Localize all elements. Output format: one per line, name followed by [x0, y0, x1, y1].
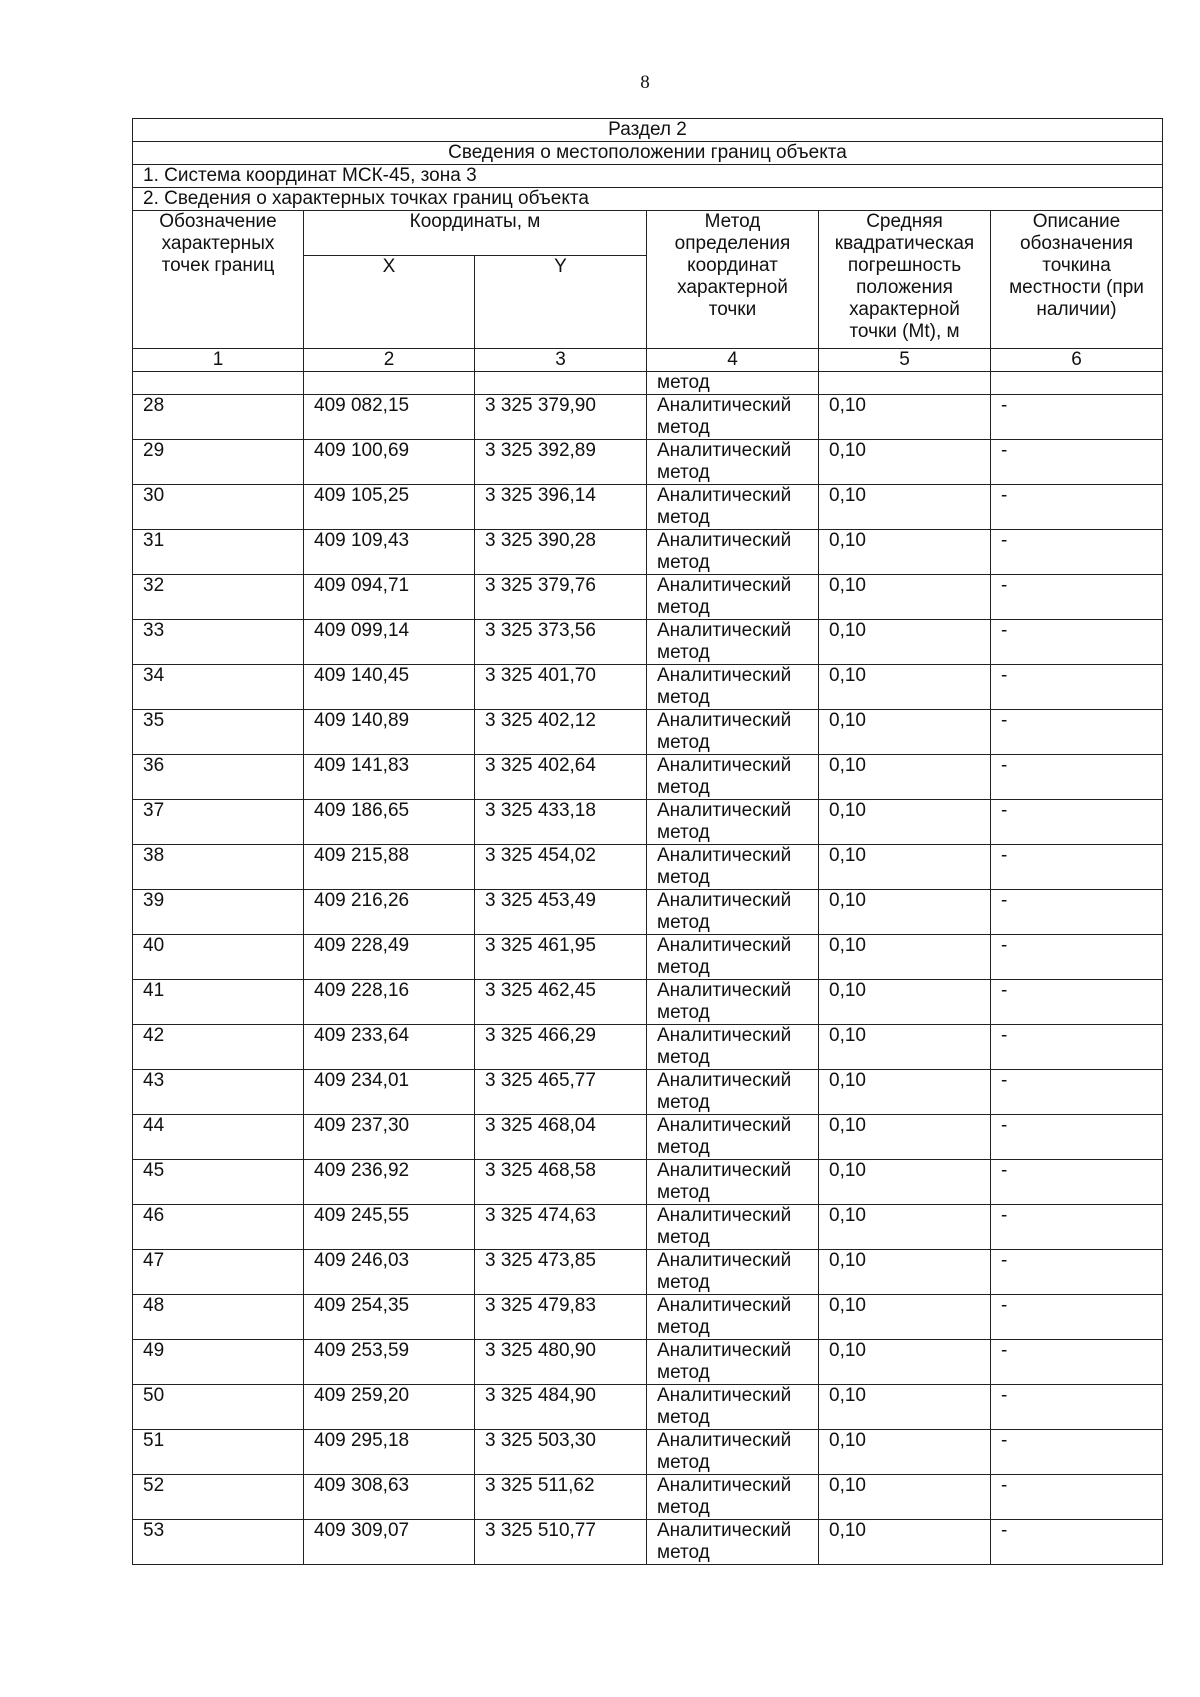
method-line2: метод: [657, 552, 710, 573]
table-row: [133, 1250, 1163, 1295]
table-row: [133, 890, 1163, 935]
method-line2: метод: [657, 687, 710, 708]
point-number: 40: [133, 935, 304, 980]
coord-x: 409 216,26: [304, 890, 475, 935]
mt-error: 0,10: [819, 1205, 991, 1250]
method-line1: Аналитический: [657, 1250, 792, 1271]
continuation-row: [133, 372, 1163, 395]
column-number: 5: [819, 349, 991, 372]
point-number: 37: [133, 800, 304, 845]
method-line1: Аналитический: [657, 755, 792, 776]
coord-y: 3 325 474,63: [475, 1205, 647, 1250]
column-number: 6: [991, 349, 1163, 372]
coord-x: 409 236,92: [304, 1160, 475, 1205]
point-description: -: [991, 1340, 1163, 1385]
point-number: 48: [133, 1295, 304, 1340]
point-number: 28: [133, 395, 304, 440]
method-cell: [647, 1250, 819, 1295]
method-line2: метод: [657, 1002, 710, 1023]
header-x: X: [304, 256, 475, 349]
method-cell: [647, 530, 819, 575]
point-number: 34: [133, 665, 304, 710]
point-description: -: [991, 1520, 1163, 1565]
mt-error: 0,10: [819, 1250, 991, 1295]
method-cell: [647, 1475, 819, 1520]
mt-error: 0,10: [819, 980, 991, 1025]
coord-y: 3 325 392,89: [475, 440, 647, 485]
table-row: [133, 665, 1163, 710]
table-row: [133, 1520, 1163, 1565]
point-number: 39: [133, 890, 304, 935]
table-row: [133, 1160, 1163, 1205]
method-line2: метод: [657, 1317, 710, 1338]
method-line1: Аналитический: [657, 1025, 792, 1046]
method-cell: [647, 1385, 819, 1430]
header-y: Y: [475, 256, 647, 349]
method-cell: [647, 980, 819, 1025]
coord-x: 409 140,89: [304, 710, 475, 755]
coord-x: 409 186,65: [304, 800, 475, 845]
method-line2: метод: [657, 912, 710, 933]
point-number: 51: [133, 1430, 304, 1475]
method-line1: Аналитический: [657, 1115, 792, 1136]
point-number: 30: [133, 485, 304, 530]
coord-y: 3 325 402,12: [475, 710, 647, 755]
coord-y: 3 325 480,90: [475, 1340, 647, 1385]
point-number: 47: [133, 1250, 304, 1295]
method-line1: Аналитический: [657, 620, 792, 641]
method-line2: метод: [657, 867, 710, 888]
method-line1: Аналитический: [657, 395, 792, 416]
method-cell: [647, 1205, 819, 1250]
coord-x: 409 246,03: [304, 1250, 475, 1295]
point-description: -: [991, 890, 1163, 935]
boundary-points-table: [132, 118, 1163, 1565]
method-line2: метод: [657, 1542, 710, 1563]
method-line2: метод: [657, 642, 710, 663]
point-number: 41: [133, 980, 304, 1025]
method-cell: [647, 665, 819, 710]
method-cell: [647, 395, 819, 440]
points-info-line: 2. Сведения о характерных точках границ объекта: [133, 188, 1163, 211]
method-line1: Аналитический: [657, 1295, 792, 1316]
method-line2: метод: [657, 822, 710, 843]
mt-error: 0,10: [819, 1385, 991, 1430]
point-number: 50: [133, 1385, 304, 1430]
coord-y: 3 325 453,49: [475, 890, 647, 935]
method-line1: Аналитический: [657, 575, 792, 596]
method-cell: [647, 485, 819, 530]
table-row: [133, 530, 1163, 575]
coord-x: 409 215,88: [304, 845, 475, 890]
method-cell: [647, 1430, 819, 1475]
coord-x: 409 295,18: [304, 1430, 475, 1475]
table-row: [133, 440, 1163, 485]
point-description: -: [991, 710, 1163, 755]
method-line2: метод: [657, 777, 710, 798]
coordinate-system-line: 1. Система координат МСК-45, зона 3: [133, 165, 1163, 188]
method-cell: [647, 620, 819, 665]
point-description: -: [991, 935, 1163, 980]
method-line1: Аналитический: [657, 845, 792, 866]
coord-y: 3 325 433,18: [475, 800, 647, 845]
mt-error: 0,10: [819, 1520, 991, 1565]
table-row: [133, 1475, 1163, 1520]
point-number: 46: [133, 1205, 304, 1250]
coord-x: 409 100,69: [304, 440, 475, 485]
coord-y: 3 325 373,56: [475, 620, 647, 665]
coord-x: 409 245,55: [304, 1205, 475, 1250]
point-number: 31: [133, 530, 304, 575]
method-cell: [647, 1025, 819, 1070]
table-row: [133, 1430, 1163, 1475]
header-point-designation: Обозначение характерных точек границ: [133, 211, 304, 349]
point-description: -: [991, 665, 1163, 710]
method-cell: [647, 1295, 819, 1340]
coord-y: 3 325 511,62: [475, 1475, 647, 1520]
coord-x: 409 099,14: [304, 620, 475, 665]
coord-y: 3 325 466,29: [475, 1025, 647, 1070]
header-error: Средняя квадратическая погрешность положения характерной точки (Mt), м: [819, 211, 991, 349]
section-title: Раздел 2: [133, 119, 1163, 142]
header-coordinates: Координаты, м: [304, 211, 647, 256]
table-row: [133, 1295, 1163, 1340]
coord-y: 3 325 484,90: [475, 1385, 647, 1430]
point-description: -: [991, 980, 1163, 1025]
column-number: 3: [475, 349, 647, 372]
method-cell: [647, 1115, 819, 1160]
point-description: -: [991, 1430, 1163, 1475]
point-number: 36: [133, 755, 304, 800]
coord-x: 409 309,07: [304, 1520, 475, 1565]
method-cell: [647, 1070, 819, 1115]
mt-error: 0,10: [819, 1475, 991, 1520]
coord-x: 409 254,35: [304, 1295, 475, 1340]
method-line1: Аналитический: [657, 710, 792, 731]
table-row: [133, 755, 1163, 800]
method-line2: метод: [657, 417, 710, 438]
mt-error: 0,10: [819, 665, 991, 710]
point-description: -: [991, 1250, 1163, 1295]
table-row: [133, 935, 1163, 980]
table-row: [133, 1340, 1163, 1385]
coord-y: 3 325 465,77: [475, 1070, 647, 1115]
method-cell: [647, 845, 819, 890]
column-number: 4: [647, 349, 819, 372]
mt-error: 0,10: [819, 800, 991, 845]
coord-x: 409 141,83: [304, 755, 475, 800]
section-subtitle: Сведения о местоположении границ объекта: [133, 142, 1163, 165]
mt-error: 0,10: [819, 395, 991, 440]
method-cell: [647, 575, 819, 620]
mt-error: 0,10: [819, 530, 991, 575]
coord-x: 409 140,45: [304, 665, 475, 710]
method-line1: Аналитический: [657, 440, 792, 461]
coord-y: 3 325 503,30: [475, 1430, 647, 1475]
coord-y: 3 325 510,77: [475, 1520, 647, 1565]
method-cell: [647, 1340, 819, 1385]
point-description: -: [991, 1205, 1163, 1250]
point-description: -: [991, 395, 1163, 440]
mt-error: 0,10: [819, 710, 991, 755]
point-description: -: [991, 845, 1163, 890]
coord-x: 409 228,16: [304, 980, 475, 1025]
point-description: -: [991, 800, 1163, 845]
table-row: [133, 395, 1163, 440]
coord-x: 409 253,59: [304, 1340, 475, 1385]
method-cell: [647, 800, 819, 845]
coord-x: 409 233,64: [304, 1025, 475, 1070]
mt-error: 0,10: [819, 845, 991, 890]
point-number: 42: [133, 1025, 304, 1070]
point-number: 52: [133, 1475, 304, 1520]
point-number: 49: [133, 1340, 304, 1385]
point-number: 29: [133, 440, 304, 485]
coord-y: 3 325 468,58: [475, 1160, 647, 1205]
table-row: [133, 575, 1163, 620]
coord-y: 3 325 401,70: [475, 665, 647, 710]
method-line2: метод: [657, 597, 710, 618]
coord-x: 409 259,20: [304, 1385, 475, 1430]
coord-x: 409 082,15: [304, 395, 475, 440]
point-description: -: [991, 1025, 1163, 1070]
coord-x: 409 237,30: [304, 1115, 475, 1160]
coord-y: 3 325 479,83: [475, 1295, 647, 1340]
table-row: [133, 980, 1163, 1025]
coord-y: 3 325 402,64: [475, 755, 647, 800]
coord-x: 409 228,49: [304, 935, 475, 980]
point-description: -: [991, 755, 1163, 800]
method-line1: Аналитический: [657, 1205, 792, 1226]
coord-x: 409 105,25: [304, 485, 475, 530]
mt-error: 0,10: [819, 1115, 991, 1160]
method-line1: Аналитический: [657, 1160, 792, 1181]
mt-error: 0,10: [819, 440, 991, 485]
table-row: [133, 1205, 1163, 1250]
method-line1: Аналитический: [657, 1340, 792, 1361]
coord-x: 409 094,71: [304, 575, 475, 620]
method-line1: Аналитический: [657, 890, 792, 911]
method-line2: метод: [657, 462, 710, 483]
column-number: 2: [304, 349, 475, 372]
mt-error: 0,10: [819, 1340, 991, 1385]
point-number: 35: [133, 710, 304, 755]
coord-y: 3 325 390,28: [475, 530, 647, 575]
point-description: -: [991, 620, 1163, 665]
method-line2: метод: [657, 1452, 710, 1473]
method-line1: Аналитический: [657, 800, 792, 821]
method-line1: Аналитический: [657, 665, 792, 686]
coord-y: 3 325 461,95: [475, 935, 647, 980]
header-method: Метод определения координат характерной точки: [647, 211, 819, 349]
coord-y: 3 325 379,76: [475, 575, 647, 620]
coord-y: 3 325 473,85: [475, 1250, 647, 1295]
method-line2: метод: [657, 957, 710, 978]
point-description: -: [991, 530, 1163, 575]
method-line1: Аналитический: [657, 1070, 792, 1091]
table-row: [133, 1070, 1163, 1115]
coord-y: 3 325 396,14: [475, 485, 647, 530]
method-cell: [647, 440, 819, 485]
coord-y: 3 325 462,45: [475, 980, 647, 1025]
mt-error: 0,10: [819, 620, 991, 665]
method-line2: метод: [657, 507, 710, 528]
mt-error: 0,10: [819, 1430, 991, 1475]
point-description: -: [991, 1385, 1163, 1430]
table-row: [133, 1025, 1163, 1070]
method-line1: Аналитический: [657, 485, 792, 506]
point-number: 33: [133, 620, 304, 665]
method-line2: метод: [657, 1407, 710, 1428]
coord-y: 3 325 379,90: [475, 395, 647, 440]
point-description: -: [991, 1475, 1163, 1520]
method-cell: [647, 1160, 819, 1205]
coord-y: 3 325 468,04: [475, 1115, 647, 1160]
method-line2: метод: [657, 1227, 710, 1248]
method-line1: Аналитический: [657, 1385, 792, 1406]
coord-y: 3 325 454,02: [475, 845, 647, 890]
mt-error: 0,10: [819, 485, 991, 530]
method-line2: метод: [657, 1182, 710, 1203]
point-description: -: [991, 1115, 1163, 1160]
mt-error: 0,10: [819, 1160, 991, 1205]
method-line2: метод: [657, 1137, 710, 1158]
method-line2: метод: [657, 1497, 710, 1518]
method-line2: метод: [657, 1047, 710, 1068]
mt-error: 0,10: [819, 575, 991, 620]
point-description: -: [991, 440, 1163, 485]
table-row: [133, 710, 1163, 755]
table-row: [133, 1385, 1163, 1430]
method-line1: Аналитический: [657, 1475, 792, 1496]
point-number: 38: [133, 845, 304, 890]
method-cell: [647, 1520, 819, 1565]
point-description: -: [991, 1070, 1163, 1115]
coord-x: 409 308,63: [304, 1475, 475, 1520]
header-description: Описание обозначения точкина местности (при наличии): [991, 211, 1163, 349]
mt-error: 0,10: [819, 755, 991, 800]
continuation-method: метод: [647, 372, 819, 395]
table-row: [133, 1115, 1163, 1160]
point-description: -: [991, 485, 1163, 530]
method-line1: Аналитический: [657, 935, 792, 956]
point-number: 45: [133, 1160, 304, 1205]
point-description: -: [991, 575, 1163, 620]
coord-x: 409 109,43: [304, 530, 475, 575]
point-number: 44: [133, 1115, 304, 1160]
method-line1: Аналитический: [657, 1520, 792, 1541]
point-description: -: [991, 1160, 1163, 1205]
mt-error: 0,10: [819, 1025, 991, 1070]
method-line2: метод: [657, 1362, 710, 1383]
coord-x: 409 234,01: [304, 1070, 475, 1115]
point-number: 43: [133, 1070, 304, 1115]
column-number: 1: [133, 349, 304, 372]
table-row: [133, 620, 1163, 665]
method-cell: [647, 935, 819, 980]
point-description: -: [991, 1295, 1163, 1340]
table-row: [133, 845, 1163, 890]
table-row: [133, 485, 1163, 530]
method-line2: метод: [657, 1092, 710, 1113]
method-line2: метод: [657, 1272, 710, 1293]
mt-error: 0,10: [819, 1295, 991, 1340]
table-row: [133, 800, 1163, 845]
method-line1: Аналитический: [657, 980, 792, 1001]
mt-error: 0,10: [819, 935, 991, 980]
method-cell: [647, 755, 819, 800]
method-cell: [647, 890, 819, 935]
mt-error: 0,10: [819, 890, 991, 935]
method-line1: Аналитический: [657, 530, 792, 551]
method-line1: Аналитический: [657, 1430, 792, 1451]
mt-error: 0,10: [819, 1070, 991, 1115]
point-number: 53: [133, 1520, 304, 1565]
point-number: 32: [133, 575, 304, 620]
method-line2: метод: [657, 732, 710, 753]
page-number: 8: [640, 72, 650, 93]
method-cell: [647, 710, 819, 755]
